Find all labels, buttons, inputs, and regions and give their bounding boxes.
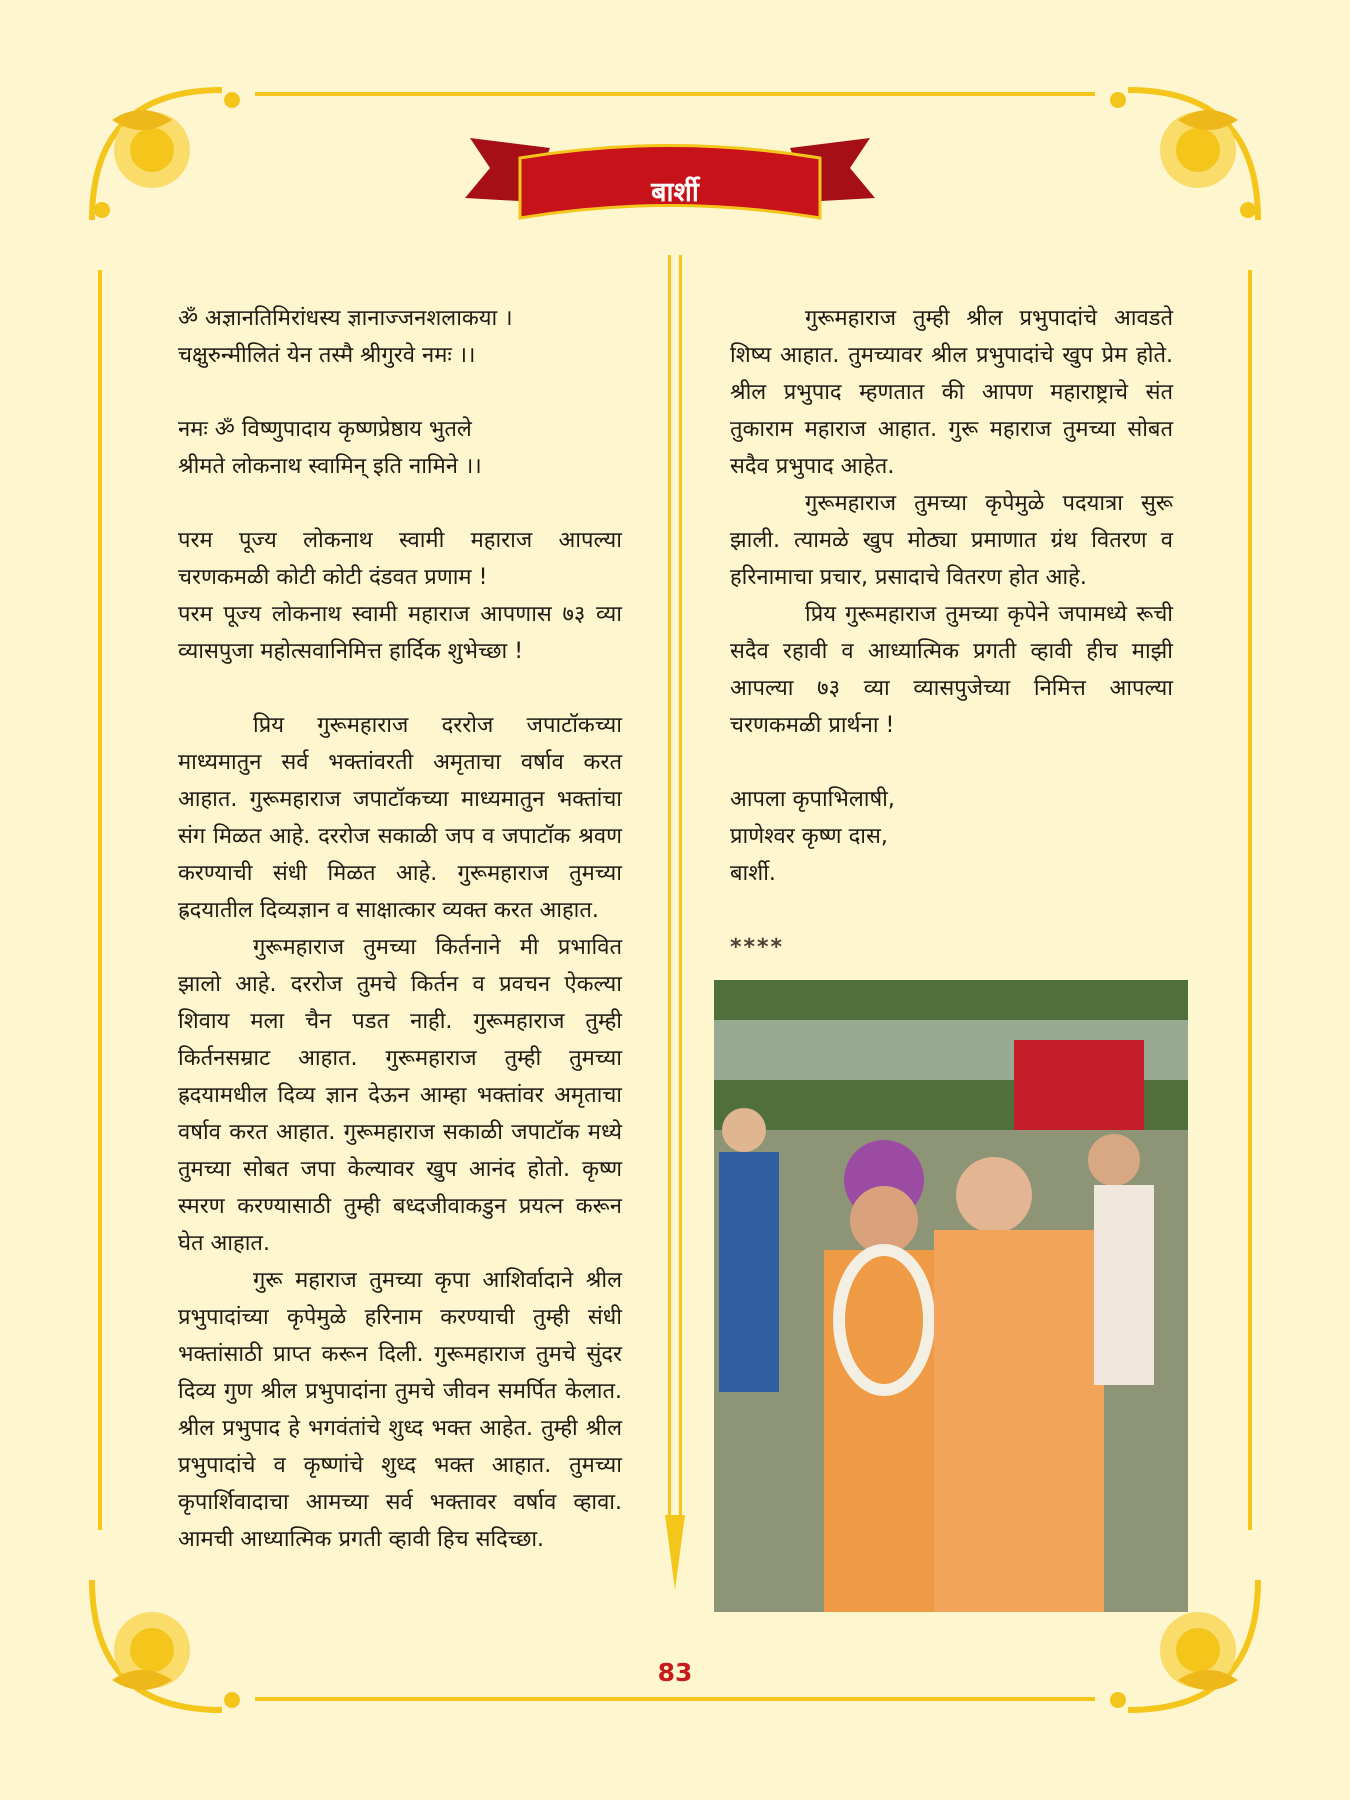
left-column bbox=[178, 300, 622, 1558]
photo-devotees bbox=[714, 980, 1188, 1612]
right-column bbox=[730, 300, 1173, 966]
frame-right-line bbox=[1248, 270, 1252, 1530]
verse2-line1: नमः ॐ विष्णुपादाय कृष्णप्रेष्ठाय भुतले bbox=[178, 417, 472, 442]
greeting-paragraph-2: परम पूज्य लोकनाथ स्वामी महाराज आपणास ७३ व्या व्यासपुजा महोत्सवानिमित्त हार्दिक शुभेच्छा ! bbox=[178, 602, 622, 664]
frame-left-line bbox=[98, 270, 102, 1530]
body-paragraph-4: गुरूमहाराज तुम्ही श्रील प्रभुपादांचे आवडते शिष्य आहात. तुमच्यावर श्रील प्रभुपादांचे खुप प्रेम होते. श्रील प्रभुपाद म्हणतात की आपण महाराष्ट्राचे संत तुकाराम महाराज आहात. गुरू महाराज तुमच्या सोबत सदैव प्रभुपाद आहेत. bbox=[730, 306, 1173, 479]
body-paragraph-5: गुरूमहाराज तुमच्या कृपेमुळे पदयात्रा सुरू झाली. त्यामळे खुप मोठ्या प्रमाणात ग्रंथ वितरण व हरिनामाचा प्रचार, प्रसादाचे वितरण होत आहे. bbox=[730, 491, 1173, 590]
column-divider bbox=[660, 255, 690, 1595]
body-paragraph-1: प्रिय गुरूमहाराज दररोज जपाटॉकच्या माध्यमातुन सर्व भक्तांवरती अमृताचा वर्षाव करत आहात. गुरूमहाराज जपाटॉकच्या माध्यमातुन भक्तांचा संग मिळत आहे. दररोज सकाळी जप व जपाटॉक श्रवण करण्याची संधी मिळत आहे. गुरूमहाराज तुमच्या ह्रदयातील दिव्यज्ञान व साक्षात्कार व्यक्त करत आहात. bbox=[178, 713, 622, 923]
page-number: 83 bbox=[657, 1658, 693, 1687]
frame-bottom-line bbox=[255, 1697, 1095, 1701]
signoff-line-1: आपला कृपाभिलाषी, bbox=[730, 787, 895, 812]
body-paragraph-2: गुरूमहाराज तुमच्या किर्तनाने मी प्रभावित झालो आहे. दररोज तुमचे किर्तन व प्रवचन ऐकल्या शिवाय मला चैन पडत नाही. गुरूमहाराज तुम्ही किर्तनसम्राट आहात. गुरूमहाराज तुम्ही तुमच्या ह्रदयामधील दिव्य ज्ञान देऊन आम्हा भक्तांवर अमृताचा वर्षाव करत आहात. गुरूमहाराज सकाळी जपाटॉक मध्ये तुमच्या सोबत जपा केल्यावर खुप आनंद होतो. कृष्ण स्मरण करण्यासाठी तुम्ही बध्दजीवाकडुन प्रयत्न करून घेत आहात. bbox=[178, 935, 622, 1256]
greeting-paragraph-1: परम पूज्य लोकनाथ स्वामी महाराज आपल्या चरणकमळी कोटी कोटी दंडवत प्रणाम ! bbox=[178, 528, 622, 590]
verse1-line2: चक्षुरुन्मीलितं येन तस्मै श्रीगुरवे नमः ।। bbox=[178, 343, 476, 368]
corner-ornament-bottom-left bbox=[82, 1570, 272, 1720]
frame-top-line bbox=[255, 92, 1095, 96]
verse1-line1: ॐ अज्ञानतिमिरांधस्य ज्ञानाज्जनशलाकया । bbox=[178, 306, 513, 331]
signoff-line-2: प्राणेश्वर कृष्ण दास, bbox=[730, 824, 888, 849]
body-paragraph-6: प्रिय गुरूमहाराज तुमच्या कृपेने जपामध्ये रूची सदैव रहावी व आध्यात्मिक प्रगती व्हावी हीच माझी आपल्या ७३ व्या व्यासपुजेच्या निमित्त आपल्या चरणकमळी प्रार्थना ! bbox=[730, 602, 1173, 738]
separator-stars: **** bbox=[730, 935, 785, 960]
signoff-line-3: बार्शी. bbox=[730, 861, 776, 886]
verse2-line2: श्रीमते लोकनाथ स्वामिन् इति नामिने ।। bbox=[178, 454, 482, 479]
page-title: बार्शी bbox=[651, 177, 699, 208]
body-paragraph-3: गुरू महाराज तुमच्या कृपा आशिर्वादाने श्रील प्रभुपादांच्या कृपेमुळे हरिनाम करण्याची तुम्ही संधी भक्तांसाठी प्राप्त करून दिली. गुरूमहाराज तुमचे सुंदर दिव्य गुण श्रील प्रभुपादांना तुमचे जीवन समर्पित केलात. श्रील प्रभुपाद हे भगवंतांचे शुध्द भक्त आहेत. तुम्ही श्रील प्रभुपादांचे व कृष्णांचे शुध्द भक्त आहात. तुमच्या कृपार्शिवादाचा आमच्या सर्व भक्तावर वर्षाव व्हावा. आमची आध्यात्मिक प्रगती व्हावी हिच सदिच्छा. bbox=[178, 1268, 622, 1552]
